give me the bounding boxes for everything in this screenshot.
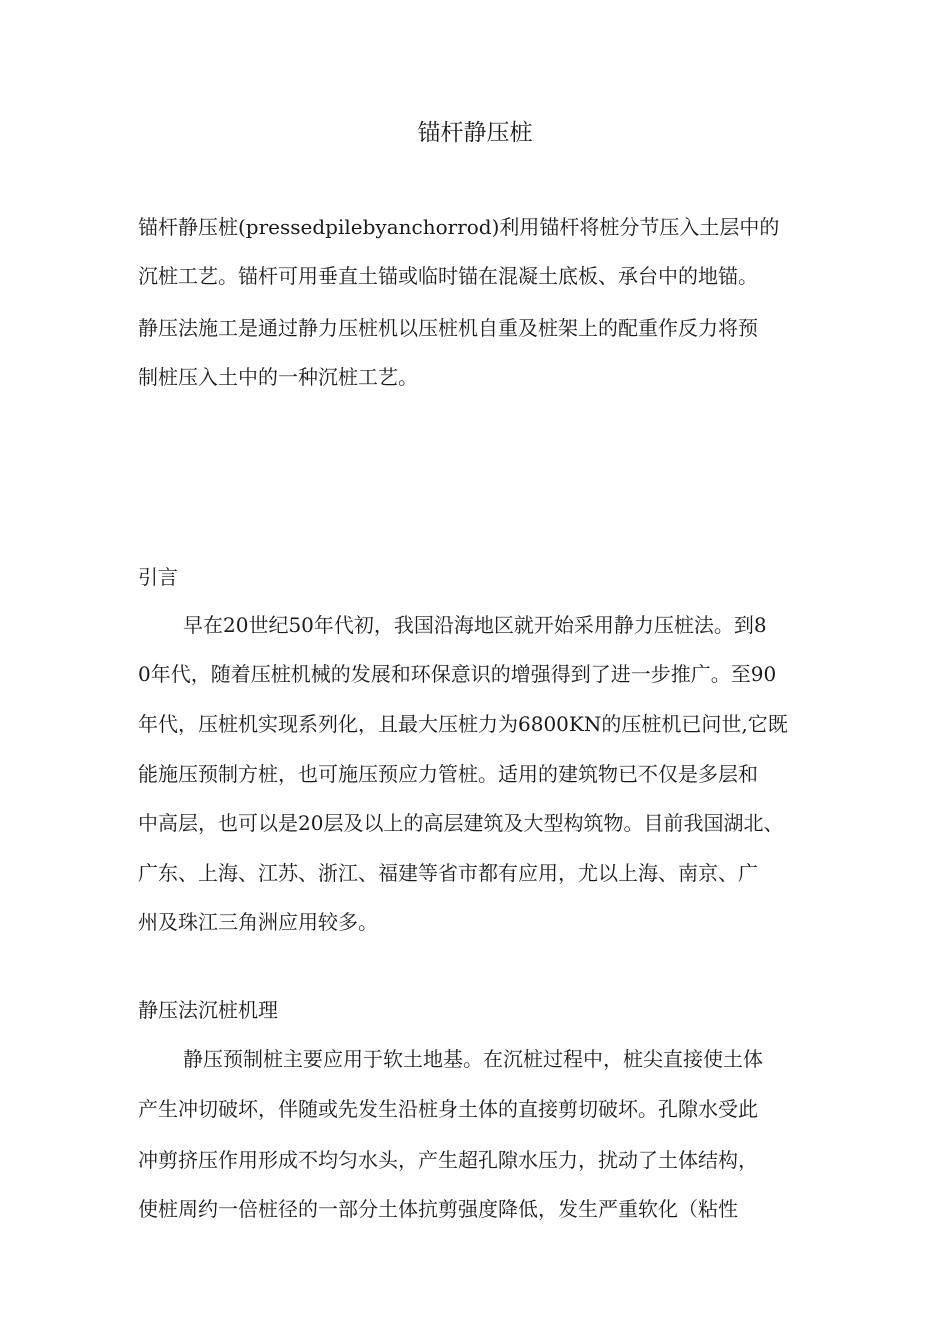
paragraph-line: 冲剪挤压作用形成不均匀水头，产生超孔隙水压力，扰动了土体结构， bbox=[138, 1148, 758, 1172]
paragraph-line: 静压预制桩主要应用于软土地基。在沉桩过程中，桩尖直接使土体 bbox=[183, 1047, 763, 1071]
intro-line: 制桩压入土中的一种沉桩工艺。 bbox=[138, 365, 418, 389]
paragraph-line: 产生冲切破坏，伴随或先发生沿桩身土体的直接剪切破坏。孔隙水受此 bbox=[138, 1097, 758, 1121]
paragraph-line: 广东、上海、江苏、浙江、福建等省市都有应用，尤以上海、南京、广 bbox=[138, 861, 758, 885]
document-title: 锚杆静压桩 bbox=[417, 120, 533, 146]
intro-line: 静压法施工是通过静力压桩机以压桩机自重及桩架上的配重作反力将预 bbox=[138, 316, 758, 340]
section-heading-mechanism: 静压法沉桩机理 bbox=[138, 998, 278, 1022]
paragraph-line: 0年代，随着压桩机械的发展和环保意识的增强得到了进一步推广。至90 bbox=[138, 662, 777, 686]
paragraph-line: 早在20世纪50年代初，我国沿海地区就开始采用静力压桩法。到8 bbox=[183, 613, 767, 637]
paragraph-line: 州及珠江三角洲应用较多。 bbox=[138, 910, 378, 934]
intro-line: 沉桩工艺。锚杆可用垂直土锚或临时锚在混凝土底板、承台中的地锚。 bbox=[138, 264, 758, 288]
paragraph-line: 能施压预制方桩，也可施压预应力管桩。适用的建筑物已不仅是多层和 bbox=[138, 762, 758, 786]
paragraph-line: 中高层，也可以是20层及以上的高层建筑及大型构筑物。目前我国湖北、 bbox=[138, 811, 784, 835]
section-heading-introduction: 引言 bbox=[138, 565, 178, 589]
intro-line: 锚杆静压桩(pressedpilebyanchorrod)利用锚杆将桩分节压入土层中的 bbox=[138, 215, 780, 239]
paragraph-line: 年代，压桩机实现系列化，且最大压桩力为6800KN的压桩机已问世,它既 bbox=[138, 712, 788, 736]
paragraph-line: 使桩周约一倍桩径的一部分土体抗剪强度降低，发生严重软化（粘性 bbox=[138, 1197, 738, 1221]
